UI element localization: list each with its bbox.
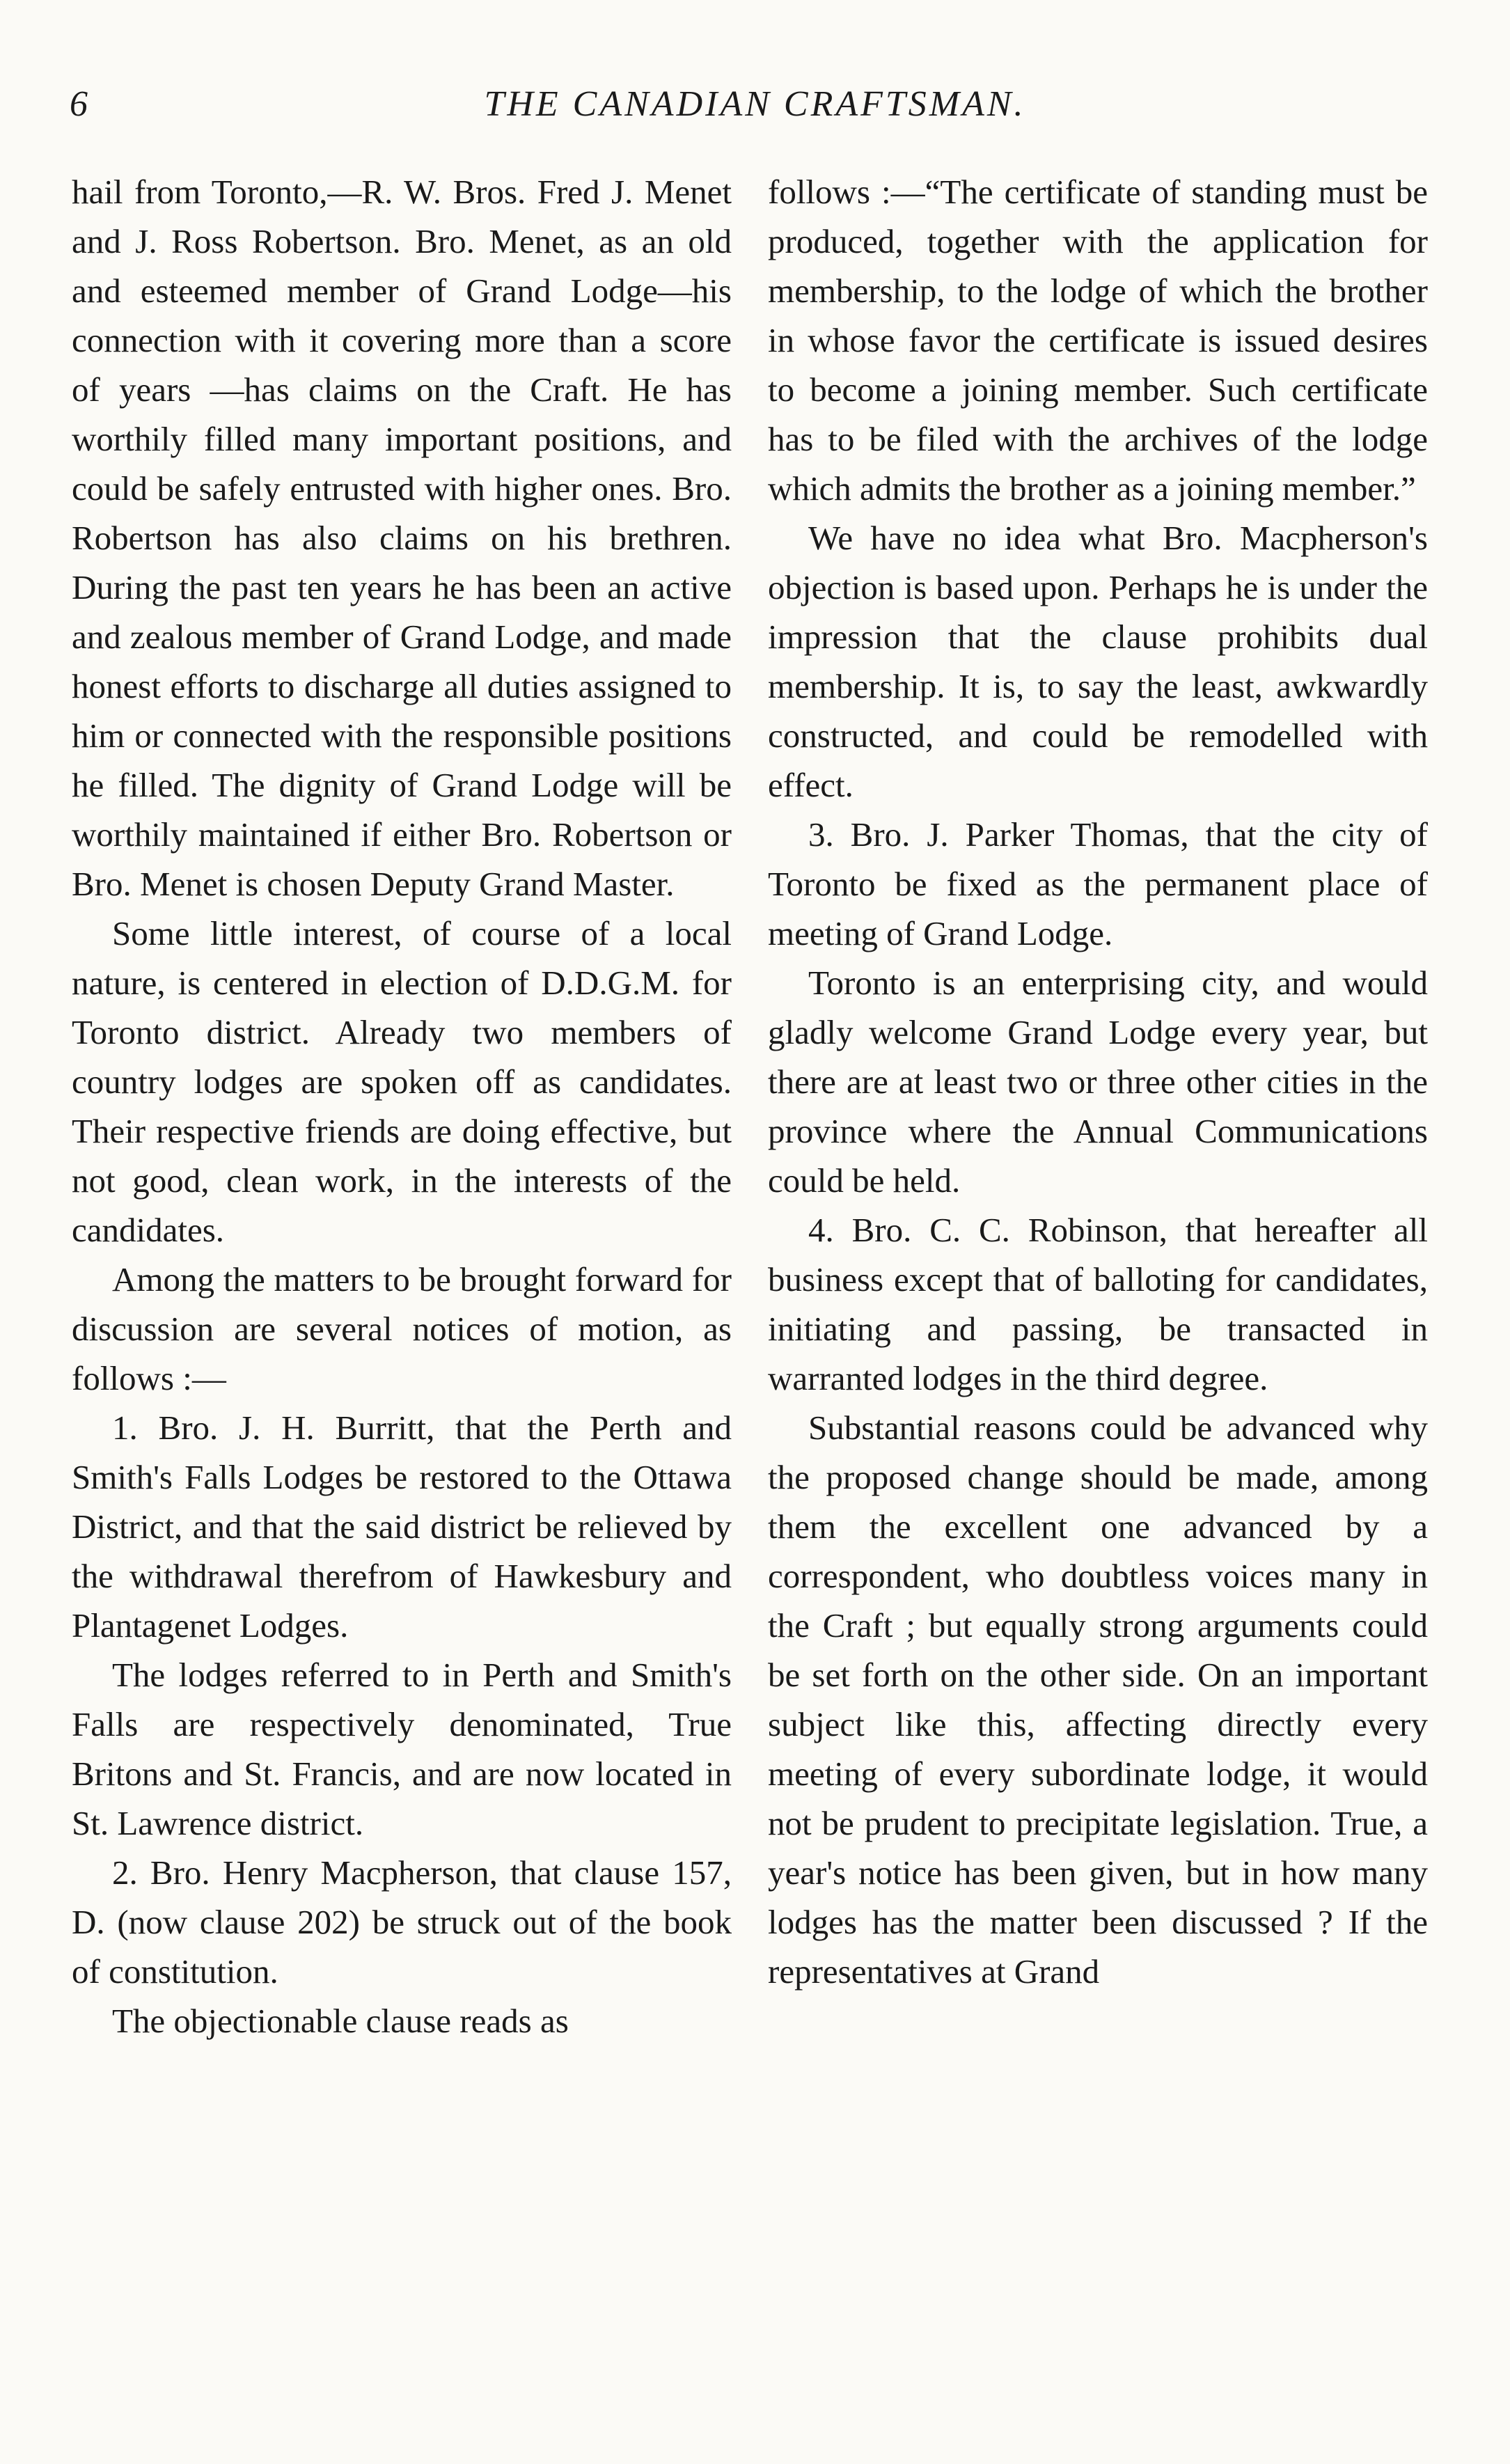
motion-paragraph: 3. Bro. J. Parker Thomas, that the city of Toronto be fixed as the permanent place of meeting of Grand Lodge. bbox=[768, 815, 1428, 952]
motion-paragraph: 4. Bro. C. C. Robinson, that hereafter all business except that of balloting for candidates, initiating and passing, be transacted in warranted lodges in the third degree. bbox=[768, 1211, 1428, 1397]
paragraph: follows :—“The certificate of standing must be produced, together with the application for membership, to the lodge of which the brother in whose favor the certificate is issued desires to become a joining member. Such certificate has to be filed with the archives of the lodge which admits the brother as a joining member.” bbox=[768, 173, 1428, 508]
paragraph: Toronto is an enterprising city, and would gladly welcome Grand Lodge every year, but there are at least two or three other cities in the province where the Annual Communications could be held. bbox=[768, 964, 1428, 1200]
paragraph: hail from Toronto,—R. W. Bros. Fred J. Menet and J. Ross Robertson. Bro. Menet, as an old and esteemed member of Grand Lodge—his connection with it covering more than a score of years —has claims on the Craft. He has worthily filled many important positions, and could be safely entrusted with higher ones. Bro. Robertson has also claims on his brethren. During the past ten years he has been an active and zealous member of Grand Lodge, and made honest efforts to discharge all duties assigned to him or connected with the responsible positions he filled. The dignity of Grand Lodge will be worthily maintained if either Bro. Robertson or Bro. Menet is chosen Deputy Grand Master. bbox=[72, 173, 732, 903]
paragraph: Substantial reasons could be advanced why the proposed change should be made, among them the excellent one advanced by a correspondent, who doubtless voices many in the Craft ; but equally strong arguments could be set forth on the other side. On an important subject like this, affecting directly every meeting of every subordinate lodge, it would not be prudent to precipitate legislation. True, a year's notice has been given, but in how many lodges has the matter been discussed ? If the representatives at Grand bbox=[768, 1408, 1428, 1991]
paragraph: Among the matters to be brought forward for discussion are several notices of motion, as follows :— bbox=[72, 1260, 732, 1397]
running-title: THE CANADIAN CRAFTSMAN. bbox=[484, 84, 1026, 124]
paragraph: Some little interest, of course of a local nature, is centered in election of D.D.G.M. for Toronto district. Already two members of country lodges are spoken off as candidates. Their respective friends are doing effective, but not good, clean work, in the interests of the candidates. bbox=[72, 914, 732, 1249]
paragraph: The objectionable clause reads as bbox=[112, 2002, 569, 2040]
paragraph: The lodges referred to in Perth and Smith's Falls are respectively denominated, True Britons and St. Francis, and are now located in St. Lawrence district. bbox=[72, 1656, 732, 1842]
motion-paragraph: 1. Bro. J. H. Burritt, that the Perth and Smith's Falls Lodges be restored to the Ottawa District, and that the said district be relieved by the withdrawal therefrom of Hawkesbury and Plantagenet Lodges. bbox=[72, 1408, 732, 1645]
paragraph: We have no idea what Bro. Macpherson's objection is based upon. Perhaps he is under the impression that the clause prohibits dual membership. It is, to say the least, awkwardly constructed, and could be remodelled with effect. bbox=[768, 519, 1428, 804]
right-column bbox=[768, 167, 1428, 1996]
page-header bbox=[70, 84, 1440, 139]
page-number: 6 bbox=[70, 84, 88, 124]
left-column bbox=[72, 167, 732, 2046]
motion-paragraph: 2. Bro. Henry Macpherson, that clause 157, D. (now clause 202) be struck out of the book of constitution. bbox=[72, 1853, 732, 1991]
